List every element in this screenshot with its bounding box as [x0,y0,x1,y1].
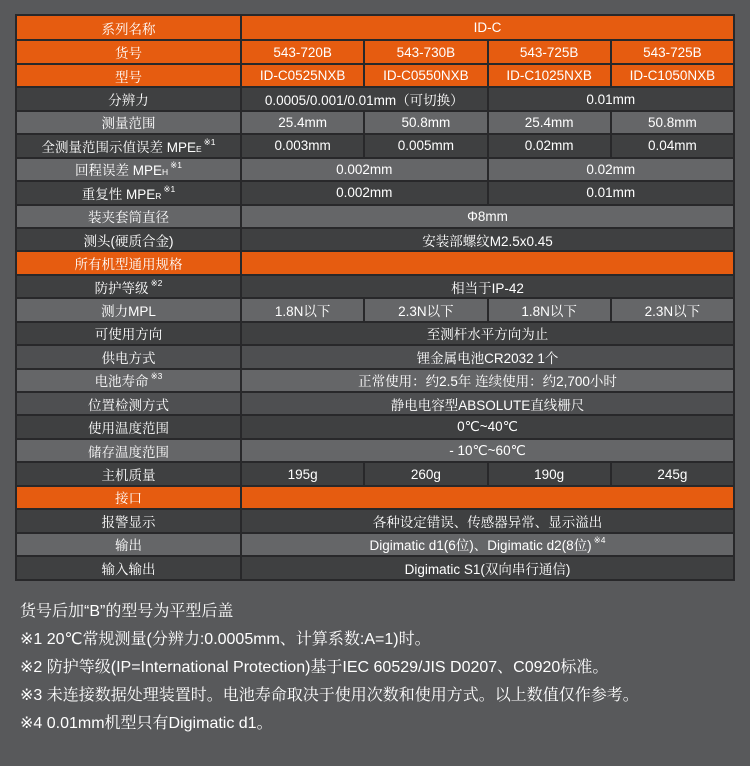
value-text: 543-730B [396,44,456,60]
row-label: 电池寿命 $^{※3}$ [17,370,242,391]
value-cell [487,88,734,109]
row-label-text: 输入输出 [101,561,156,577]
value-text: ID-C1050NXB [629,68,716,84]
value-text: 0.003mm [274,138,331,154]
value-text: 25.4mm [524,114,574,130]
value-cell [242,65,363,86]
value-cell [242,135,363,156]
row-label [17,534,242,555]
value-cell [242,557,733,578]
value-cell [242,182,487,203]
value-text: Digimatic S1(双向串行通信) [404,561,571,577]
value-cell [242,88,487,109]
value-text: 0.02mm [586,161,636,177]
value-text: 各种设定错误、传感器异常、显示溢出 [372,514,603,530]
note-line: ※2 防护等级(IP=International Protection)基于IEC 60529/JIS D0207、C0920标准。 [20,659,609,676]
row-label-text: 所有机型通用规格 [74,257,183,273]
value-text: 543-725B [643,44,702,60]
value-cell [363,299,486,320]
table-row [17,555,733,578]
row-label [17,88,242,109]
value-text: 0.02mm [524,138,574,154]
row-label [17,206,242,227]
row-label-text: 货号 [115,46,142,62]
row-label-text: 型号 [115,69,142,85]
row-label-text: 测头(硬质合金) [83,233,174,249]
value-cell [610,463,733,484]
value-cell [242,252,733,273]
value-cell [242,276,733,297]
spec-table [15,14,735,581]
value-text: ID-C1025NXB [506,68,592,84]
row-label-text: 电池寿命 [94,374,149,390]
note-line: ※3 未连接数据处理装置时。电池寿命取决于使用次数和使用方式。以上数值仅作参考。 [20,687,639,704]
value-cell [242,112,363,133]
table-row [17,461,733,484]
value-cell: Digimatic d1(6位)、Digimatic d2(8位) $^{※4}$ [369,535,606,554]
table-row [17,204,733,227]
table-row [17,274,733,297]
row-label-text: 位置检测方式 [88,397,169,413]
value-text: 260g [410,466,441,482]
value-text: 0.01mm [586,185,636,201]
value-text: 2.3N以下 [644,303,701,319]
value-text: 锂金属电池CR2032 1个 [416,350,559,366]
value-text: ID-C0525NXB [259,68,346,84]
footnotes [20,598,736,738]
table-row [17,133,733,156]
row-label: 全测量范围示值误差 MPE $_E$ $^{※1}$ [17,135,242,156]
row-label-text: 回程误差 MPE [74,163,162,179]
value-cell [487,112,610,133]
value-cell [487,463,610,484]
row-label: 重复性 MPE $_R$ $^{※1}$ [17,182,242,203]
table-row [17,16,733,39]
value-text: 50.8mm [401,114,451,130]
row-label [17,416,242,437]
value-text: 2.3N以下 [398,303,454,319]
value-text: 543-725B [519,44,579,60]
value-cell [610,65,733,86]
value-text: 至测杆水平方向为止 [426,327,549,343]
value-text: - 10℃~60℃ [449,442,526,458]
value-cell [242,440,733,461]
value-text: 25.4mm [278,114,328,130]
row-label-text: 防护等级 [94,280,149,296]
row-label-text: 报警显示 [101,514,156,530]
row-label-text: 接口 [115,491,142,507]
table-row [17,297,733,320]
value-cell [242,16,733,39]
value-cell [363,135,486,156]
value-text: 0.002mm [336,161,393,177]
value-text: 543-720B [273,44,332,60]
value-cell [610,299,733,320]
value-cell [242,510,733,531]
value-text: 0.005mm [397,138,455,154]
value-text: 安装部螺纹M2.5x0.45 [422,233,553,249]
table-row [17,110,733,133]
value-text: ID-C0550NXB [383,68,469,84]
value-text: 50.8mm [647,114,697,130]
table-row [17,321,733,344]
value-cell [242,159,487,180]
row-label-text: 储存温度范围 [88,444,169,460]
row-label-text: 装夹套筒直径 [88,210,169,226]
row-label [17,510,242,531]
value-cell [242,346,733,367]
table-row [17,368,733,391]
value-text: 1.8N以下 [521,303,577,319]
value-cell [487,182,734,203]
value-text: ID-C [473,20,502,36]
value-text: 195g [287,466,318,482]
value-cell [487,159,734,180]
value-cell [242,206,733,227]
row-label [17,16,242,39]
table-row [17,86,733,109]
value-cell [363,463,486,484]
value-cell [242,41,363,62]
row-label [17,323,242,344]
section-row [17,250,733,273]
row-label-text: 输出 [115,538,142,554]
row-label-text: 重复性 MPE [81,186,156,202]
value-text: 1.8N以下 [274,303,331,319]
row-label [17,440,242,461]
row-label-text: 供电方式 [101,350,156,366]
row-label [17,41,242,62]
table-row [17,180,733,203]
table-row [17,157,733,180]
row-label-text: 测量范围 [101,116,156,132]
value-cell [487,65,610,86]
row-label [17,346,242,367]
value-cell [242,463,363,484]
value-text: 245g [657,466,688,482]
row-label [17,65,242,86]
value-text: 0.002mm [336,185,393,201]
table-row [17,414,733,437]
value-cell [610,112,733,133]
value-text: Digimatic d1(6位)、Digimatic d2(8位) [369,538,592,554]
row-label [17,252,242,273]
value-cell [242,393,733,414]
row-label-text: 主机质量 [101,468,156,484]
row-label-text: 系列名称 [101,21,156,37]
value-cell [610,135,733,156]
value-cell [242,299,363,320]
row-label: 回程误差 MPE $_H$ $^{※1}$ [17,159,242,180]
row-label [17,487,242,508]
value-cell [363,65,486,86]
row-label [17,229,242,250]
value-text: 0.04mm [647,138,697,154]
row-label-text: 测力MPL [101,303,156,319]
value-cell [610,41,733,62]
value-text: 0℃~40℃ [457,419,518,435]
row-label [17,393,242,414]
value-text: 0.01mm [586,91,636,107]
value-cell [487,41,610,62]
note-line: 货号后加“B”的型号为平型后盖 [20,603,234,620]
table-row [17,532,733,555]
table-row [17,63,733,86]
value-cell [487,299,610,320]
value-cell [242,229,733,250]
table-row [17,438,733,461]
row-label [17,299,242,320]
table-row [17,391,733,414]
value-text: Φ8mm [467,208,508,224]
value-cell [242,416,733,437]
value-text: 相当于IP-42 [451,280,524,296]
row-label: 防护等级 $^{※2}$ [17,276,242,297]
table-row [17,39,733,62]
row-label-text: 全测量范围示值误差 MPE [41,139,196,155]
section-row [17,485,733,508]
value-cell [242,487,733,508]
row-label [17,112,242,133]
row-label [17,463,242,484]
table-row [17,344,733,367]
value-text: 190g [534,466,565,482]
value-text: 静电电容型ABSOLUTE直线栅尺 [390,397,585,413]
value-text: 0.0005/0.001/0.01mm（可切换） [264,93,464,109]
value-cell [487,135,610,156]
table-row [17,227,733,250]
row-label-text: 可使用方向 [94,327,163,343]
value-cell [242,370,733,391]
value-cell [242,323,733,344]
row-label-text: 使用温度范围 [88,421,169,437]
row-label-text: 分辨力 [108,93,149,109]
value-cell [363,41,486,62]
table-row [17,508,733,531]
value-text: 正常使用：约2.5年 连续使用：约2,700小时 [358,374,617,390]
row-label [17,557,242,578]
note-line: ※4 0.01mm机型只有Digimatic d1。 [20,715,273,732]
value-cell [363,112,486,133]
note-line: ※1 20℃常规测量(分辨力:0.0005mm、计算系数:A=1)时。 [20,631,431,648]
